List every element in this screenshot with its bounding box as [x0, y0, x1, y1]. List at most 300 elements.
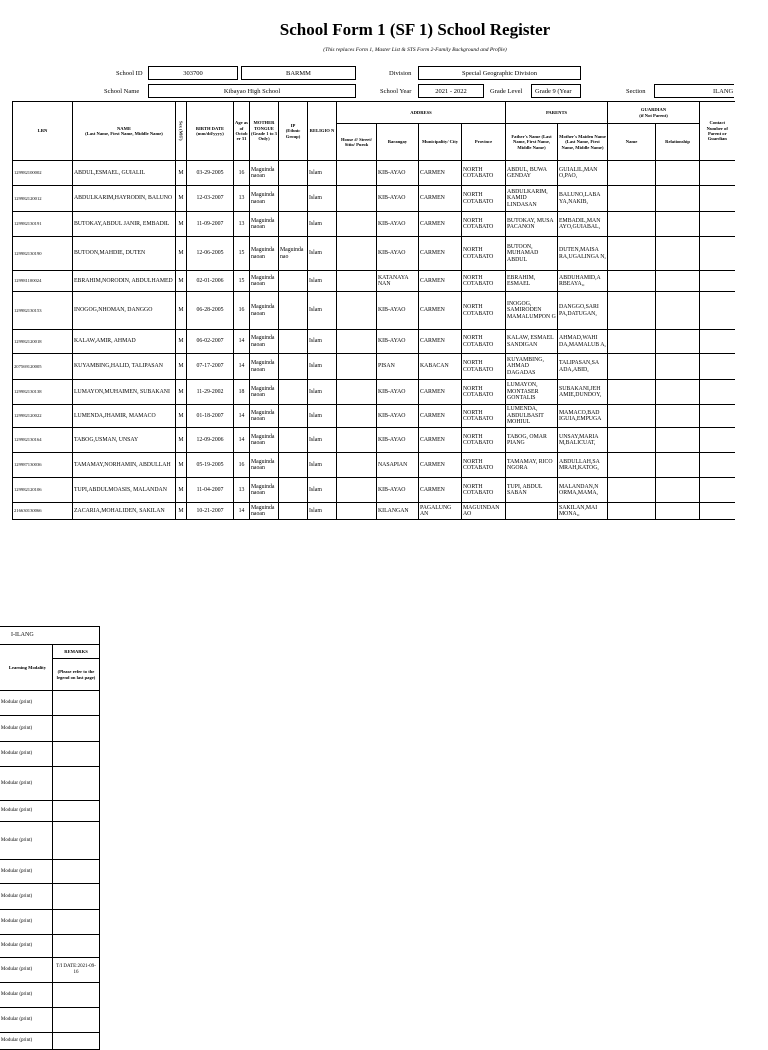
region-value: BARMM: [241, 66, 356, 80]
cell-father: LUMAYON, MONTASER GONTALIS: [506, 380, 558, 405]
cell-mother: MALANDAN,N ORMA,MAMA,: [558, 478, 608, 503]
cell-birth-date: 06-02-2007: [187, 330, 234, 354]
table-row: [13, 453, 735, 478]
cell-municipality: KABACAN: [419, 354, 462, 380]
cell-sex: M: [176, 330, 187, 354]
cell-mother: AHMAD,WAHI DA,MAMALUB A,: [558, 330, 608, 354]
cell-guardian-name: [608, 292, 656, 330]
cell-learning-modality: Modular (print): [0, 767, 53, 801]
cell-mother: UNSAY,MARIA M,BALICUAT,: [558, 428, 608, 453]
cell-lrn: 129981100024: [13, 271, 73, 292]
school-year-label: School Year: [380, 88, 412, 95]
cell-lrn: 129982120106: [13, 478, 73, 503]
cell-name: ABDUL,ESMAEL, GUIALIL: [73, 161, 176, 186]
cell-name: EBRAHIM,NORODIN, ABDULHAMED: [73, 271, 176, 292]
cell-house: [337, 478, 377, 503]
cell-age: 14: [234, 354, 250, 380]
cell-remarks: [53, 860, 100, 884]
cell-contact: [700, 237, 735, 271]
division-value: Special Geographic Division: [418, 66, 581, 80]
cell-sex: M: [176, 271, 187, 292]
cell-remarks: [53, 884, 100, 910]
table-row: [13, 212, 735, 237]
section-value: ILANG: [654, 84, 734, 98]
cell-barangay: KIB-AYAO: [377, 212, 419, 237]
col-age: Age as of Octob er 31: [234, 102, 250, 161]
cell-father: BUTOON, MUHAMAD ABDUL: [506, 237, 558, 271]
cell-municipality: CARMEN: [419, 271, 462, 292]
cell-lrn: 129982130138: [13, 380, 73, 405]
cell-barangay: KIB-AYAO: [377, 330, 419, 354]
cell-relationship: [656, 453, 700, 478]
cell-guardian-name: [608, 380, 656, 405]
cell-birth-date: 07-17-2007: [187, 354, 234, 380]
cell-mother-tongue: Maguinda naoan: [250, 354, 279, 380]
cell-mother-tongue: Maguinda naoan: [250, 380, 279, 405]
cell-mother-tongue: Maguinda naoan: [250, 161, 279, 186]
cell-relationship: [656, 271, 700, 292]
cell-name: BUTOON,MAHDIE, DUTEN: [73, 237, 176, 271]
cell-contact: [700, 292, 735, 330]
cell-municipality: CARMEN: [419, 380, 462, 405]
remarks-row: [0, 935, 100, 958]
cell-lrn: 129982100002: [13, 161, 73, 186]
cell-province: NORTH COTABATO: [462, 212, 506, 237]
col-contact: Contact Number of Parent or Guardian: [700, 102, 735, 161]
cell-guardian-name: [608, 405, 656, 428]
cell-lrn: 207569120005: [13, 354, 73, 380]
cell-contact: [700, 503, 735, 520]
cell-mother-tongue: Maguinda naoan: [250, 186, 279, 212]
cell-mother: DANGGO,SARI PA,DATUGAN,: [558, 292, 608, 330]
school-id-value: 303700: [148, 66, 238, 80]
cell-lrn: 216630130066: [13, 503, 73, 520]
cell-age: 13: [234, 186, 250, 212]
table-row: [13, 405, 735, 428]
cell-ip: [279, 354, 308, 380]
cell-learning-modality: Modular (print): [0, 1033, 53, 1050]
cell-province: NORTH COTABATO: [462, 478, 506, 503]
cell-relationship: [656, 292, 700, 330]
remarks-row: [0, 860, 100, 884]
cell-province: MAGUINDAN AO: [462, 503, 506, 520]
col-lrn: LRN: [13, 102, 73, 161]
cell-relationship: [656, 503, 700, 520]
cell-father: EBRAHIM, ESMAEL: [506, 271, 558, 292]
cell-age: 14: [234, 330, 250, 354]
cell-municipality: CARMEN: [419, 161, 462, 186]
col-address: ADDRESS: [337, 102, 506, 124]
cell-house: [337, 161, 377, 186]
col-birth-date: BIRTH DATE (mm/dd/yyyy): [187, 102, 234, 161]
cell-relationship: [656, 330, 700, 354]
cell-sex: M: [176, 405, 187, 428]
cell-ip: [279, 161, 308, 186]
cell-barangay: KIB-AYAO: [377, 237, 419, 271]
cell-sex: M: [176, 237, 187, 271]
cell-sex: M: [176, 503, 187, 520]
cell-sex: M: [176, 161, 187, 186]
cell-ip: [279, 380, 308, 405]
cell-father: BUTOKAY, MUSA PACANON: [506, 212, 558, 237]
table-row: [13, 478, 735, 503]
cell-municipality: CARMEN: [419, 330, 462, 354]
cell-contact: [700, 212, 735, 237]
cell-religion: Islam: [308, 330, 337, 354]
cell-mother-tongue: Maguinda naoan: [250, 212, 279, 237]
cell-relationship: [656, 428, 700, 453]
cell-guardian-name: [608, 186, 656, 212]
cell-mother: ABDULLAH,SA MRAH,KATOG,: [558, 453, 608, 478]
cell-province: NORTH COTABATO: [462, 237, 506, 271]
cell-house: [337, 292, 377, 330]
cell-remarks: T/I DATE:2021-09-16: [53, 958, 100, 983]
cell-religion: Islam: [308, 380, 337, 405]
table-row: [13, 354, 735, 380]
cell-father: KUYAMBING, AHMAD DAGADAS: [506, 354, 558, 380]
cell-mother-tongue: Maguinda naoan: [250, 478, 279, 503]
cell-religion: Islam: [308, 405, 337, 428]
col-mother-tongue: MOTHER TONGUE (Grade 1 to 3 Only): [250, 102, 279, 161]
cell-contact: [700, 354, 735, 380]
cell-relationship: [656, 380, 700, 405]
school-id-label: School ID: [116, 70, 143, 77]
form-title: School Form 1 (SF 1) School Register: [279, 20, 551, 39]
col-barangay: Barangay: [377, 124, 419, 161]
cell-contact: [700, 380, 735, 405]
cell-contact: [700, 161, 735, 186]
cell-religion: Islam: [308, 354, 337, 380]
table-row: [13, 237, 735, 271]
cell-province: NORTH COTABATO: [462, 161, 506, 186]
table-row: [13, 380, 735, 405]
cell-barangay: PISAN: [377, 354, 419, 380]
col-municipality: Municipality/ City: [419, 124, 462, 161]
cell-barangay: NASAPIAN: [377, 453, 419, 478]
table-row: [13, 292, 735, 330]
cell-sex: M: [176, 380, 187, 405]
cell-house: [337, 237, 377, 271]
cell-province: NORTH COTABATO: [462, 453, 506, 478]
cell-lrn: 129982120012: [13, 186, 73, 212]
cell-remarks: [53, 691, 100, 716]
cell-name: ABDULKARIM,HAYRODIN, BALUNO: [73, 186, 176, 212]
cell-barangay: KIB-AYAO: [377, 380, 419, 405]
cell-father: TAMAMAY, RICO NGORA: [506, 453, 558, 478]
cell-mother-tongue: Maguinda naoan: [250, 330, 279, 354]
cell-guardian-name: [608, 161, 656, 186]
cell-father: ABDULKARIM, KAMID LINDASAN: [506, 186, 558, 212]
cell-guardian-name: [608, 478, 656, 503]
remarks-row: [0, 742, 100, 767]
cell-age: 16: [234, 453, 250, 478]
cell-age: 14: [234, 428, 250, 453]
cell-municipality: CARMEN: [419, 453, 462, 478]
remarks-row: [0, 958, 100, 983]
cell-guardian-name: [608, 212, 656, 237]
cell-name: INOGOG,NHOMAN, DANGGO: [73, 292, 176, 330]
remarks-row: [0, 801, 100, 822]
cell-mother: BALUNO,LABA YA,NAKIB,: [558, 186, 608, 212]
cell-mother-tongue: Maguinda naoan: [250, 428, 279, 453]
col-guardian-name: Name: [608, 124, 656, 161]
cell-mother: SUBAKANI,JEH AMIE,DUNDOY,: [558, 380, 608, 405]
cell-ip: [279, 428, 308, 453]
cell-name: BUTOKAY,ABDUL JANIR, EMBADIL: [73, 212, 176, 237]
cell-barangay: KIB-AYAO: [377, 186, 419, 212]
cell-house: [337, 380, 377, 405]
cell-contact: [700, 478, 735, 503]
cell-mother: DUTEN,MAISA RA,UGALINGA N,: [558, 237, 608, 271]
cell-municipality: CARMEN: [419, 478, 462, 503]
cell-remarks: [53, 767, 100, 801]
cell-remarks: [53, 822, 100, 860]
cell-mother: ABDUHAMID,A RBEAYA,,: [558, 271, 608, 292]
cell-learning-modality: Modular (print): [0, 716, 53, 742]
cell-remarks: [53, 716, 100, 742]
cell-lrn: 129982120018: [13, 330, 73, 354]
cell-municipality: CARMEN: [419, 212, 462, 237]
cell-province: NORTH COTABATO: [462, 271, 506, 292]
cell-guardian-name: [608, 330, 656, 354]
school-name-value: Kibayao High School: [148, 84, 356, 98]
cell-barangay: KIB-AYAO: [377, 478, 419, 503]
cell-barangay: KIB-AYAO: [377, 428, 419, 453]
cell-province: NORTH COTABATO: [462, 292, 506, 330]
cell-learning-modality: Modular (print): [0, 983, 53, 1008]
remarks-row: [0, 884, 100, 910]
cell-relationship: [656, 237, 700, 271]
grade-level-value: Grade 9 (Year: [531, 84, 581, 98]
school-year-value: 2021 - 2022: [418, 84, 484, 98]
cell-remarks: [53, 1033, 100, 1050]
cell-barangay: KILANGAN: [377, 503, 419, 520]
cell-ip: [279, 271, 308, 292]
cell-contact: [700, 330, 735, 354]
cell-age: 14: [234, 503, 250, 520]
cell-father: LUMENDA, ABDULBASIT MOHIUL: [506, 405, 558, 428]
col-guardian: GUARDIAN (if Not Parent): [608, 102, 700, 124]
cell-ip: Maguinda nao: [279, 237, 308, 271]
cell-house: [337, 212, 377, 237]
cell-birth-date: 11-04-2007: [187, 478, 234, 503]
cell-age: 13: [234, 478, 250, 503]
cell-learning-modality: Modular (print): [0, 801, 53, 822]
cell-house: [337, 330, 377, 354]
cell-municipality: PAGALUNG AN: [419, 503, 462, 520]
cell-lrn: 129982130191: [13, 212, 73, 237]
cell-lrn: 129982130164: [13, 428, 73, 453]
cell-sex: M: [176, 428, 187, 453]
cell-name: ZACARIA,MOHALIDEN, SAKILAN: [73, 503, 176, 520]
remarks-table: [0, 626, 100, 1050]
cell-contact: [700, 186, 735, 212]
cell-birth-date: 12-03-2007: [187, 186, 234, 212]
col-parents: PARENTS: [506, 102, 608, 124]
cell-house: [337, 405, 377, 428]
cell-relationship: [656, 161, 700, 186]
cell-ip: [279, 292, 308, 330]
cell-age: 16: [234, 161, 250, 186]
cell-ip: [279, 453, 308, 478]
remarks-row: [0, 910, 100, 935]
cell-learning-modality: Modular (print): [0, 1008, 53, 1033]
cell-learning-modality: Modular (print): [0, 822, 53, 860]
cell-birth-date: 11-09-2007: [187, 212, 234, 237]
cell-remarks: [53, 983, 100, 1008]
cell-province: NORTH COTABATO: [462, 380, 506, 405]
cell-province: NORTH COTABATO: [462, 354, 506, 380]
remarks-row: [0, 1008, 100, 1033]
cell-birth-date: 12-09-2006: [187, 428, 234, 453]
cell-mother: EMBADIL,MAN AYO,GUIABAL,: [558, 212, 608, 237]
cell-mother-tongue: Maguinda naoan: [250, 453, 279, 478]
col-province: Province: [462, 124, 506, 161]
cell-father: [506, 503, 558, 520]
col-father: Father's Name (Last Name, First Name, Middle Name): [506, 124, 558, 161]
cell-father: INOGOG, SAMIRODEN MAMALUMPON G: [506, 292, 558, 330]
cell-ip: [279, 212, 308, 237]
cell-religion: Islam: [308, 503, 337, 520]
cell-province: NORTH COTABATO: [462, 330, 506, 354]
cell-learning-modality: Modular (print): [0, 884, 53, 910]
cell-religion: Islam: [308, 186, 337, 212]
col-sex: Sex (M/F): [176, 102, 187, 161]
cell-barangay: KIB-AYAO: [377, 292, 419, 330]
division-label: Division: [389, 70, 412, 77]
cell-barangay: KIB-AYAO: [377, 161, 419, 186]
cell-name: TABOG,USMAN, UNSAY: [73, 428, 176, 453]
cell-age: 15: [234, 237, 250, 271]
cell-guardian-name: [608, 271, 656, 292]
cell-birth-date: 06-28-2005: [187, 292, 234, 330]
cell-remarks: [53, 801, 100, 822]
form-subtitle: (This replaces Form 1, Master List & STS Form 2-Family Background and Profile): [323, 47, 507, 53]
cell-province: NORTH COTABATO: [462, 405, 506, 428]
col-learning-modality: Learning Modality: [0, 645, 53, 691]
col-house: House #/ Street/ Sitio/ Purok: [337, 124, 377, 161]
cell-age: 14: [234, 405, 250, 428]
cell-religion: Islam: [308, 453, 337, 478]
table-row: [13, 271, 735, 292]
remarks-row: [0, 767, 100, 801]
cell-name: KUYAMBING,HALID, TALIPASAN: [73, 354, 176, 380]
cell-sex: M: [176, 354, 187, 380]
cell-contact: [700, 453, 735, 478]
grade-level-label: Grade Level: [490, 88, 523, 95]
cell-sex: M: [176, 212, 187, 237]
table-row: [13, 161, 735, 186]
cell-guardian-name: [608, 453, 656, 478]
cell-age: 16: [234, 292, 250, 330]
cell-contact: [700, 271, 735, 292]
cell-religion: Islam: [308, 292, 337, 330]
col-mother: Mother's Maiden Name (Last Name, First Name, Middle Name): [558, 124, 608, 161]
cell-guardian-name: [608, 237, 656, 271]
cell-learning-modality: Modular (print): [0, 910, 53, 935]
register-table: [12, 101, 735, 520]
cell-house: [337, 271, 377, 292]
col-name: NAME (Last Name, First Name, Middle Name): [73, 102, 176, 161]
col-religion: RELIGIO N: [308, 102, 337, 161]
cell-relationship: [656, 212, 700, 237]
cell-remarks: [53, 935, 100, 958]
table-row: [13, 503, 735, 520]
cell-ip: [279, 478, 308, 503]
cell-sex: M: [176, 292, 187, 330]
cell-religion: Islam: [308, 237, 337, 271]
cell-mother-tongue: Maguinda naoan: [250, 292, 279, 330]
cell-religion: Islam: [308, 271, 337, 292]
cell-birth-date: 01-18-2007: [187, 405, 234, 428]
cell-relationship: [656, 478, 700, 503]
cell-municipality: CARMEN: [419, 237, 462, 271]
cell-mother: MAMACO,BAD IGUIA,EMPUGA: [558, 405, 608, 428]
cell-remarks: [53, 1008, 100, 1033]
cell-house: [337, 453, 377, 478]
cell-learning-modality: Modular (print): [0, 958, 53, 983]
remarks-row: [0, 983, 100, 1008]
cell-sex: M: [176, 478, 187, 503]
cell-age: 15: [234, 271, 250, 292]
cell-barangay: KATANAYA NAN: [377, 271, 419, 292]
cell-municipality: CARMEN: [419, 428, 462, 453]
cell-mother-tongue: Maguinda naoan: [250, 503, 279, 520]
cell-remarks: [53, 742, 100, 767]
cell-birth-date: 10-21-2007: [187, 503, 234, 520]
cell-father: TUPI, ABDUL SABAN: [506, 478, 558, 503]
cell-relationship: [656, 186, 700, 212]
cell-learning-modality: Modular (print): [0, 742, 53, 767]
col-remarks-note: (Please refer to the legend on last page): [53, 659, 100, 691]
cell-religion: Islam: [308, 212, 337, 237]
cell-age: 18: [234, 380, 250, 405]
cell-lrn: 129982130190: [13, 237, 73, 271]
cell-remarks: [53, 910, 100, 935]
remarks-row: [0, 716, 100, 742]
cell-name: KALAW,AMIR, AHMAD: [73, 330, 176, 354]
col-ip: IP (Ethnic Group): [279, 102, 308, 161]
table-row: [13, 186, 735, 212]
cell-birth-date: 12-06-2005: [187, 237, 234, 271]
table-row: [13, 428, 735, 453]
cell-birth-date: 05-19-2005: [187, 453, 234, 478]
cell-ip: [279, 503, 308, 520]
cell-learning-modality: Modular (print): [0, 691, 53, 716]
cell-name: LUMAYON,MUHAIMEN, SUBAKANI: [73, 380, 176, 405]
cell-guardian-name: [608, 503, 656, 520]
cell-religion: Islam: [308, 478, 337, 503]
cell-name: TUPI,ABDULMOASIS, MALANDAN: [73, 478, 176, 503]
cell-father: TABOG, OMAR PIANG: [506, 428, 558, 453]
cell-mother: SAKILAN,MAI MONA,,: [558, 503, 608, 520]
cell-house: [337, 428, 377, 453]
cell-mother-tongue: Maguinda naoan: [250, 405, 279, 428]
cell-lrn: 129982130153: [13, 292, 73, 330]
cell-municipality: CARMEN: [419, 292, 462, 330]
cell-contact: [700, 405, 735, 428]
section-label: Section: [626, 88, 646, 95]
cell-lrn: 129982120022: [13, 405, 73, 428]
cell-mother: GUIALIL,MAN O,PAO,: [558, 161, 608, 186]
cell-contact: [700, 428, 735, 453]
cell-learning-modality: Modular (print): [0, 935, 53, 958]
cell-province: NORTH COTABATO: [462, 428, 506, 453]
cell-father: KALAW, ESMAEL SANDIGAN: [506, 330, 558, 354]
cell-municipality: CARMEN: [419, 186, 462, 212]
cell-religion: Islam: [308, 161, 337, 186]
section-fragment: I-ILANG: [0, 627, 100, 645]
